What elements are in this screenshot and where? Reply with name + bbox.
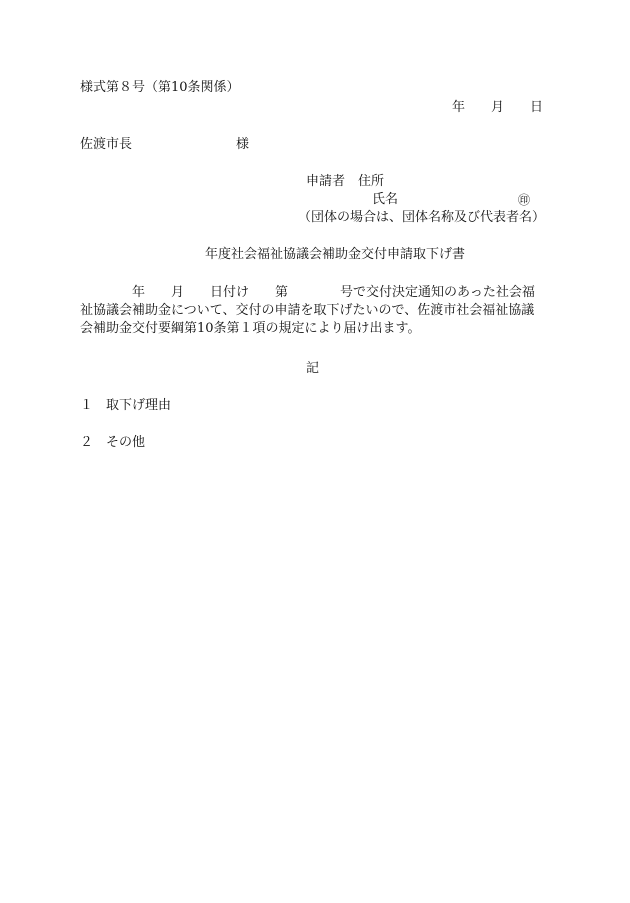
date-line: 年 月 日 xyxy=(452,100,544,115)
list-item: １ 取下げ理由 xyxy=(80,398,172,413)
addressee: 佐渡市長 様 xyxy=(80,137,250,152)
group-note: （団体の場合は、団体名称及び代表者名） xyxy=(298,210,546,225)
body-line-3: 会補助金交付要綱第10条第１項の規定により届け出ます。 xyxy=(80,321,421,336)
list-item: ２ その他 xyxy=(80,435,146,450)
body-line-2: 祉協議会補助金について、交付の申請を取下げたいので、佐渡市社会福祉協議 xyxy=(80,303,535,318)
body-line-1: 年 月 日付け 第 号で交付決定通知のあった社会福 xyxy=(80,285,535,300)
seal-mark: ㊞ xyxy=(518,193,531,207)
body-paragraph xyxy=(80,284,550,338)
ki-heading: 記 xyxy=(306,361,320,376)
applicant-address-line: 申請者 住所 xyxy=(306,174,385,189)
document-title: 年度社会福祉協議会補助金交付申請取下げ書 xyxy=(205,247,466,262)
applicant-name-line: 氏名 xyxy=(372,192,399,207)
form-number: 様式第８号（第10条関係） xyxy=(80,80,240,95)
